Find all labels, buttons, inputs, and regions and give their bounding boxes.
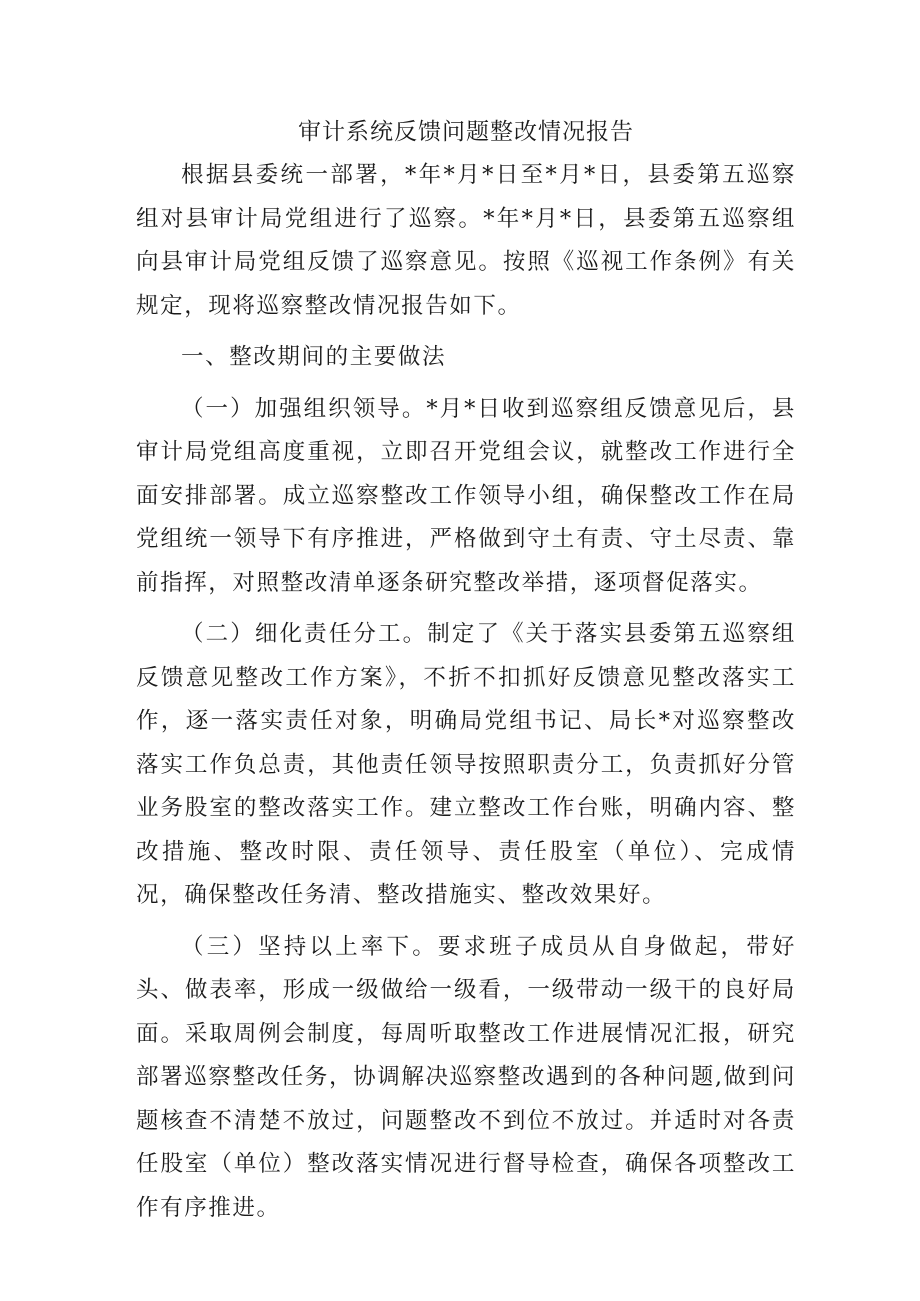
section-item-2: （二）细化责任分工。制定了《关于落实县委第五巡察组反馈意见整改工作方案》，不折不扣抓好反馈意见整改落实工作，逐一落实责任对象，明确局党组书记、局长*对巡察整改落实工作负总责，其他责任领导按照职责分工，负责抓好分管业务股室的整改落实工作。建立整改工作台账，明确内容、整改措施、整改时限、责任领导、责任股室（单位）、完成情况，确保整改任务清、整改措施实、整改效果好。 [136,621,796,908]
section-heading: 一、整改期间的主要做法 [181,344,447,370]
spacer [136,328,796,336]
intro-paragraph: 根据县委统一部署，*年*月*日至*月*日，县委第五巡察组对县审计局党组进行了巡察。*年*月*日，县委第五巡察组向县审计局党组反馈了巡察意见。按照《巡视工作条例》有关规定，现将巡察整改情况报告如下。 [136,162,796,319]
spacer [136,605,796,613]
document-title: 审计系统反馈问题整改情况报告 [298,119,634,145]
section-item-1: （一）加强组织领导。*月*日收到巡察组反馈意见后，县审计局党组高度重视，立即召开党组会议，就整改工作进行全面安排部署。成立巡察整改工作领导小组，确保整改工作在局党组统一领导下有序推进，严格做到守土有责、守土尽责、靠前指挥，对照整改清单逐条研究整改举措，逐项督促落实。 [136,395,796,596]
document-page [136,112,796,1230]
section-item-3: （三）坚持以上率下。要求班子成员从自身做起，带好头、做表率，形成一级做给一级看，一级带动一级干的良好局面。采取周例会制度，每周听取整改工作进展情况汇报，研究部署巡察整改任务，协调解决巡察整改遇到的各种问题,做到问题核查不清楚不放过，问题整改不到位不放过。并适时对各责任股室（单位）整改落实情况进行督导检查，确保各项整改工作有序推进。 [136,933,796,1221]
spacer [136,918,796,926]
spacer [136,380,796,388]
